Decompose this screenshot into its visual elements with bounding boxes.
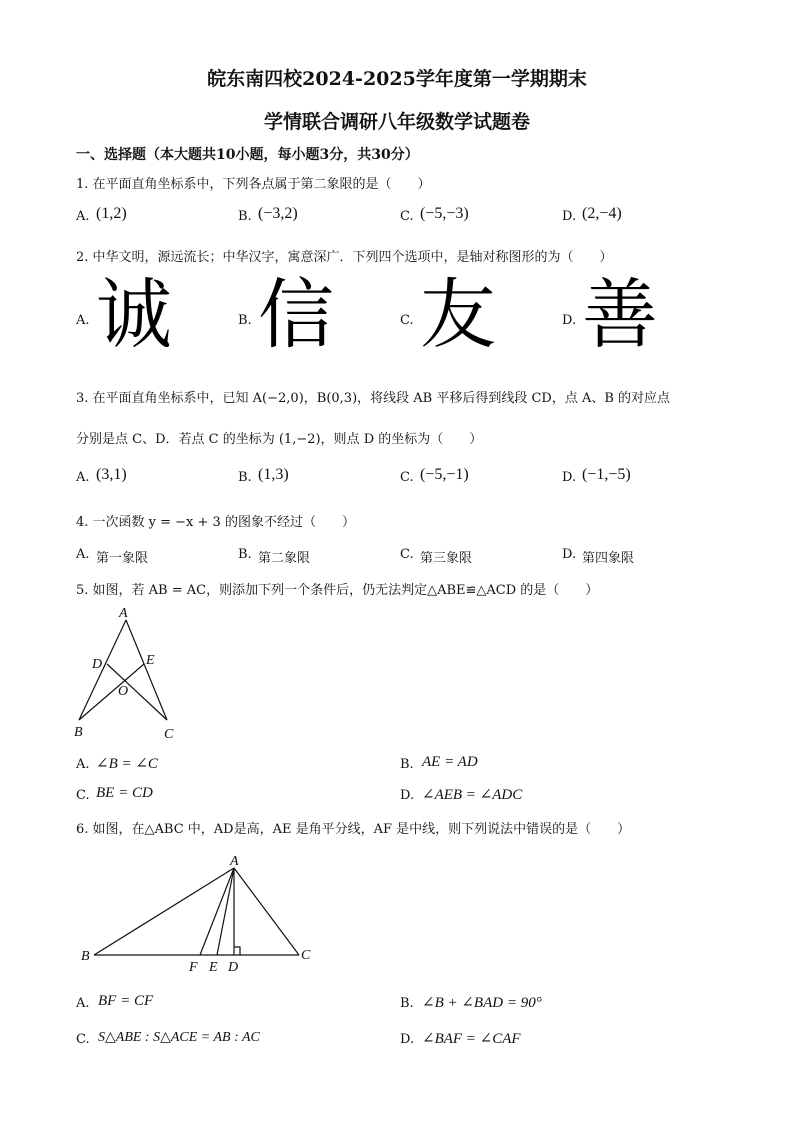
option-value: (1,3) bbox=[258, 466, 289, 483]
point-label-f: F bbox=[189, 960, 198, 975]
option-letter: A. bbox=[76, 209, 90, 224]
option-letter: B. bbox=[238, 209, 252, 224]
question-3-stem-line2: 分别是点 C、D．若点 C 的坐标为 (1,−2)，则点 D 的坐标为（ ） bbox=[76, 432, 483, 447]
exam-title-line2: 学情联合调研八年级数学试题卷 bbox=[263, 111, 530, 133]
point-label-a: A bbox=[230, 854, 239, 869]
question-1-stem: 1. 在平面直角坐标系中，下列各点属于第二象限的是（ ） bbox=[76, 177, 431, 192]
option-letter: C. bbox=[400, 209, 414, 224]
point-label-d: D bbox=[228, 960, 239, 975]
question-3-stem-line1: 3. 在平面直角坐标系中，已知 A(−2,0)，B(0,3)，将线段 AB 平移后得到线段 CD，点 A、B 的对应点 bbox=[76, 391, 671, 406]
segment-cd bbox=[107, 664, 167, 720]
option-letter: D. bbox=[400, 1032, 415, 1047]
option-letter: B. bbox=[238, 547, 252, 562]
question-2-stem: 2. 中华文明，源远流长；中华汉字，寓意深广．下列四个选项中，是轴对称图形的为（ ） bbox=[76, 250, 613, 265]
option-value: ∠BAF = ∠CAF bbox=[422, 1031, 521, 1047]
option-letter: D. bbox=[562, 547, 577, 562]
option-value: (2,−4) bbox=[582, 205, 622, 222]
option-letter: D. bbox=[562, 313, 577, 328]
option-letter: B. bbox=[400, 996, 414, 1011]
option-letter: C. bbox=[400, 470, 414, 485]
exam-title-line1: 皖东南四校2024-2025学年度第一学期期末 bbox=[207, 68, 587, 90]
segment-be bbox=[79, 664, 144, 720]
option-value: ∠B = ∠C bbox=[96, 756, 158, 772]
option-letter: D. bbox=[400, 788, 415, 803]
option-value: (−5,−3) bbox=[420, 205, 469, 222]
option-letter: D. bbox=[562, 209, 577, 224]
segment-ae bbox=[217, 868, 234, 955]
option-value: (−5,−1) bbox=[420, 466, 469, 483]
option-letter: A. bbox=[76, 547, 90, 562]
point-label-e: E bbox=[209, 960, 218, 975]
right-angle-marker bbox=[234, 947, 240, 955]
option-letter: C. bbox=[76, 788, 90, 803]
option-letter: C. bbox=[76, 1032, 90, 1047]
point-label-e: E bbox=[146, 653, 155, 668]
point-label-o: O bbox=[118, 684, 129, 699]
option-letter: C. bbox=[400, 313, 414, 328]
option-letter: A. bbox=[76, 996, 90, 1011]
point-label-d: D bbox=[92, 657, 103, 672]
option-value: 第二象限 bbox=[258, 551, 311, 566]
option-value: 第一象限 bbox=[96, 551, 149, 566]
segment-ab bbox=[94, 868, 234, 955]
option-value: BF = CF bbox=[98, 993, 154, 1009]
option-value: (3,1) bbox=[96, 466, 127, 483]
section-heading: 一、选择题（本大题共10小题，每小题3分，共30分） bbox=[76, 147, 419, 163]
triangle-figure-q5 bbox=[70, 600, 200, 746]
segment-ab bbox=[79, 620, 129, 720]
option-value: ∠B + ∠BAD = 90° bbox=[422, 995, 542, 1011]
segment-af bbox=[200, 868, 234, 955]
segment-ac bbox=[234, 868, 299, 955]
option-value: 第四象限 bbox=[582, 551, 635, 566]
option-value: S△ABE : S△ACE = AB : AC bbox=[98, 1030, 260, 1045]
option-value: 第三象限 bbox=[420, 551, 473, 566]
option-value: AE = AD bbox=[422, 754, 478, 770]
point-label-c: C bbox=[301, 948, 311, 963]
point-label-b: B bbox=[81, 949, 90, 964]
option-letter: A. bbox=[76, 757, 90, 772]
option-value: (1,2) bbox=[96, 205, 127, 222]
option-value: ∠AEB = ∠ADC bbox=[422, 787, 523, 803]
option-letter: B. bbox=[238, 313, 252, 328]
point-label-c: C bbox=[164, 727, 174, 742]
option-value: BE = CD bbox=[96, 785, 153, 801]
option-letter: D. bbox=[562, 470, 577, 485]
option-letter: A. bbox=[76, 313, 90, 328]
option-character: 信 bbox=[258, 270, 334, 359]
segment-ac bbox=[126, 620, 167, 720]
option-character: 友 bbox=[420, 270, 496, 359]
option-letter: B. bbox=[400, 757, 414, 772]
triangle-figure-q6 bbox=[74, 845, 324, 977]
question-4-stem: 4. 一次函数 y = −x + 3 的图象不经过（ ） bbox=[76, 515, 355, 530]
option-value: (−3,2) bbox=[258, 205, 298, 222]
option-value: (−1,−5) bbox=[582, 466, 631, 483]
option-character: 善 bbox=[582, 270, 658, 359]
option-letter: B. bbox=[238, 470, 252, 485]
question-6-stem: 6. 如图，在△ABC 中，AD是高，AE 是角平分线，AF 是中线，则下列说法中错误的是（ ） bbox=[76, 822, 631, 837]
point-label-b: B bbox=[74, 725, 83, 740]
option-letter: A. bbox=[76, 470, 90, 485]
option-character: 诚 bbox=[96, 270, 172, 359]
point-label-a: A bbox=[119, 606, 128, 621]
option-letter: C. bbox=[400, 547, 414, 562]
question-5-stem: 5. 如图，若 AB = AC，则添加下列一个条件后，仍无法判定△ABE≌△ACD 的是（ ） bbox=[76, 583, 599, 598]
